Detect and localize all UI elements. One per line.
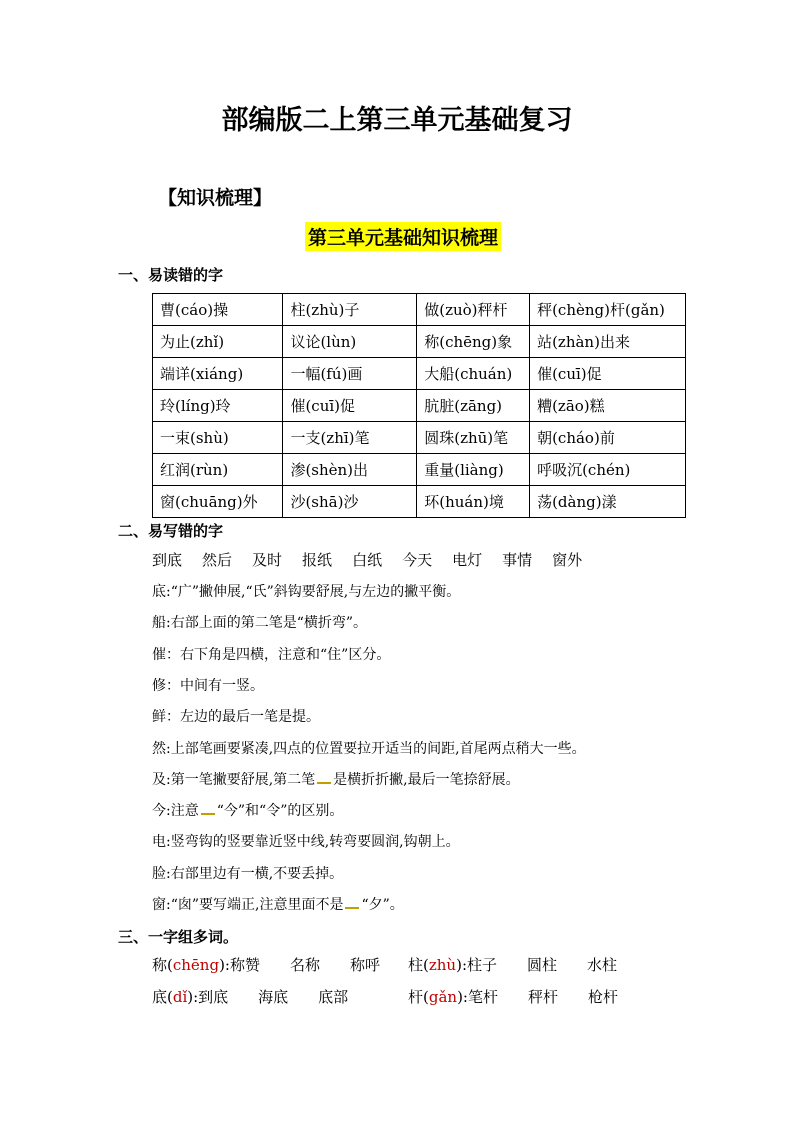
writing-note — [152, 863, 343, 883]
note-text: 电:竖弯钩的竖要靠近竖中线,转弯要圆润,钩朝上。 — [152, 834, 460, 851]
note-text: “今”和“令”的区别。 — [216, 803, 344, 820]
table-cell: 曹(cáo)操 — [153, 294, 283, 326]
table-cell: 窗(chuāng)外 — [153, 486, 283, 518]
blank-line — [345, 907, 359, 909]
word-item: 白纸 — [352, 551, 383, 569]
note-text: 及:第一笔撇要舒展,第二笔 — [152, 771, 316, 788]
writing-note — [152, 612, 367, 632]
word-group-text: ):柱子 圆柱 水柱 — [456, 956, 618, 974]
table-cell: 称(chēng)象 — [417, 326, 530, 358]
table-cell: 渗(shèn)出 — [283, 454, 417, 486]
table-cell: 圆珠(zhū)笔 — [417, 422, 530, 454]
word-item: 事情 — [502, 551, 533, 569]
pinyin: dǐ — [172, 988, 188, 1006]
writing-note — [152, 706, 320, 726]
word-group-text: ):到底 海底 底部 — [187, 988, 349, 1006]
table-cell: 重量(liàng) — [417, 454, 530, 486]
word-group-text: ):称赞 名称 称呼 — [219, 956, 380, 974]
word-item: 然后 — [202, 551, 233, 569]
pinyin-table — [152, 293, 686, 518]
table-cell: 大船(chuán) — [417, 358, 530, 390]
section1-heading: 一、易读错的字 — [118, 266, 224, 284]
writing-note — [152, 581, 460, 601]
note-text: 船:右部上面的第二笔是“横折弯”。 — [152, 615, 368, 632]
note-text: 是横折折撇,最后一笔捺舒展。 — [333, 771, 520, 788]
table-row — [153, 294, 686, 326]
char: 杆( — [408, 988, 429, 1006]
table-cell: 催(cuī)促 — [283, 390, 417, 422]
word-list — [152, 549, 602, 570]
note-text: 今:注意 — [152, 803, 199, 820]
table-cell: 一束(shù) — [153, 422, 283, 454]
table-cell: 红润(rùn) — [153, 454, 283, 486]
table-cell: 沙(shā)沙 — [283, 486, 417, 518]
table-cell: 催(cuī)促 — [530, 358, 686, 390]
table-cell: 呼吸沉(chén) — [530, 454, 686, 486]
table-cell: 为止(zhǐ) — [153, 326, 283, 358]
section3-heading: 三、一字组多词。 — [118, 928, 239, 946]
word-item: 电灯 — [452, 551, 483, 569]
char: 柱( — [408, 956, 429, 974]
table-cell: 朝(cháo)前 — [530, 422, 686, 454]
table-cell: 环(huán)境 — [417, 486, 530, 518]
writing-note — [152, 738, 586, 758]
multi-word-group — [408, 954, 617, 975]
table-cell: 荡(dàng)漾 — [530, 486, 686, 518]
table-row — [153, 390, 686, 422]
writing-note — [152, 894, 404, 914]
table-row — [153, 326, 686, 358]
knowledge-label: 【知识梳理】 — [158, 187, 273, 209]
table-cell: 做(zuò)秤杆 — [417, 294, 530, 326]
word-group-text: ):笔杆 秤杆 枪杆 — [457, 988, 618, 1006]
table-cell: 糟(zāo)糕 — [530, 390, 686, 422]
writing-note — [152, 644, 390, 664]
writing-note — [152, 800, 343, 820]
highlight-heading: 第三单元基础知识梳理 — [305, 222, 501, 251]
writing-note — [152, 675, 264, 695]
writing-note — [152, 769, 520, 789]
table-cell: 议论(lùn) — [283, 326, 417, 358]
note-text: 催：右下角是四横，注意和“住”区分。 — [152, 646, 391, 663]
table-cell: 站(zhàn)出来 — [530, 326, 686, 358]
page-title: 部编版二上第三单元基础复习 — [221, 105, 573, 136]
word-item: 窗外 — [552, 551, 583, 569]
multi-word-group — [408, 986, 618, 1007]
writing-note — [152, 831, 460, 851]
table-cell: 端详(xiáng) — [153, 358, 283, 390]
note-text: 脸:右部里边有一横,不要丢掉。 — [152, 865, 344, 882]
table-cell: 一支(zhī)笔 — [283, 422, 417, 454]
blank-line — [317, 782, 331, 784]
table-row — [153, 486, 686, 518]
multi-word-group — [152, 986, 348, 1007]
table-cell: 柱(zhù)子 — [283, 294, 417, 326]
table-cell: 玲(líng)玲 — [153, 390, 283, 422]
word-item: 今天 — [402, 551, 433, 569]
word-item: 及时 — [252, 551, 283, 569]
pinyin: zhù — [428, 956, 457, 974]
note-text: 鲜：左边的最后一笔是提。 — [152, 709, 320, 726]
multi-word-group — [152, 954, 380, 975]
table-cell: 一幅(fú)画 — [283, 358, 417, 390]
word-item: 报纸 — [302, 551, 333, 569]
note-text: 然:上部笔画要紧凑,四点的位置要拉开适当的间距,首尾两点稍大一些。 — [152, 740, 586, 757]
table-cell: 肮脏(zāng) — [417, 390, 530, 422]
note-text: “夕”。 — [361, 897, 404, 913]
note-text: 窗:“囱”要写端正,注意里面不是 — [152, 897, 344, 913]
char: 称( — [152, 956, 173, 974]
pinyin: chēng — [172, 956, 220, 974]
pinyin: gǎn — [428, 988, 458, 1006]
note-text: 底:“广”撇伸展,“氏”斜钩要舒展,与左边的撇平衡。 — [152, 584, 461, 600]
table-row — [153, 422, 686, 454]
table-row — [153, 454, 686, 486]
note-text: 修：中间有一竖。 — [152, 677, 264, 694]
section2-heading: 二、易写错的字 — [118, 522, 224, 540]
table-row — [153, 358, 686, 390]
table-cell: 秤(chèng)杆(gǎn) — [530, 294, 686, 326]
char: 底( — [152, 988, 173, 1006]
word-item: 到底 — [152, 551, 183, 569]
blank-line — [201, 813, 215, 815]
